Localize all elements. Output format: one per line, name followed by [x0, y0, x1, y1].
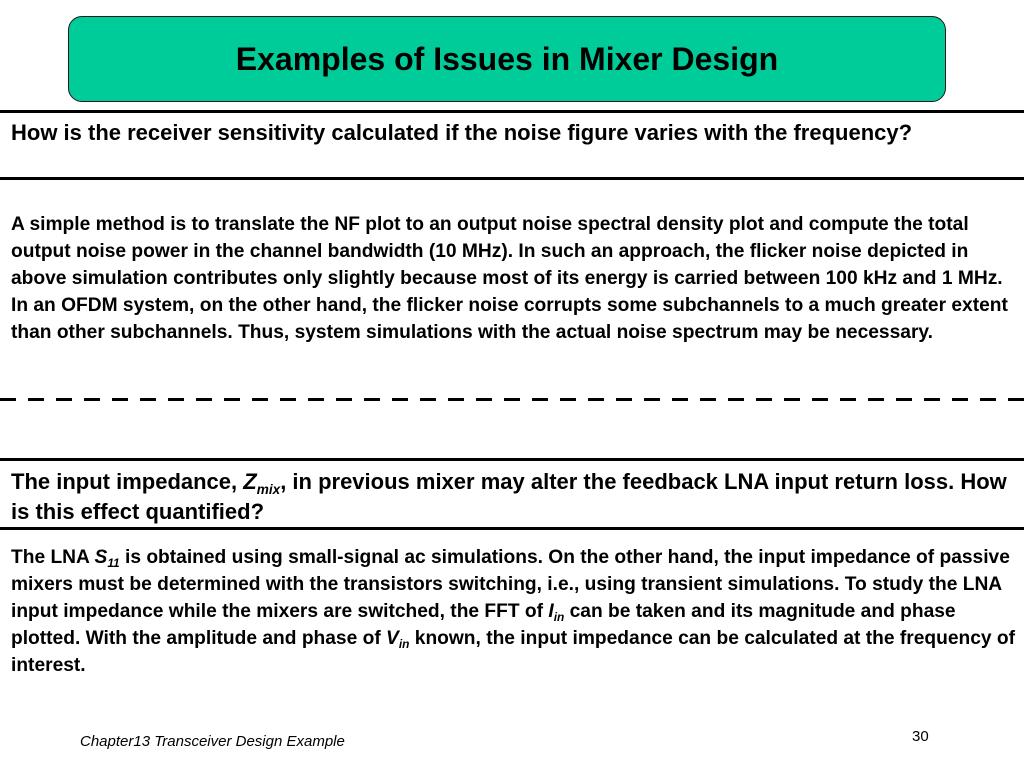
question-2 [11, 467, 1011, 527]
divider-top [0, 110, 1024, 113]
slide-title: Examples of Issues in Mixer Design [235, 40, 779, 77]
page-number: 30 [912, 728, 929, 745]
divider-q1 [0, 177, 1024, 180]
vin-symbol: $V_{in}$ [386, 628, 410, 652]
s11-symbol: $S_{11}$ [94, 547, 120, 571]
question-1: How is the receiver sensitivity calculated if the noise figure varies with the frequency? [11, 120, 913, 145]
question-2-part2: , in previous mixer may alter the feedback LNA input return loss. How is this effect quantified? [11, 469, 1007, 524]
answer-2: The LNA $S_{11}$ is obtained using small-signal ac simulations. On the other hand, the input impedance of passive mixers must be determined with the transistors switching, i.e., using transient simulations. To study the LNA input impedance while the mixers are switched, the FFT of $I_{in}$ can be taken and its magnitude and phase plotted. With the amplitude and phase of $V_{in}$ known, the input impedance can be calculated at the frequency of interest. [11, 547, 1016, 676]
question-2-part1: The input impedance, [11, 469, 244, 494]
divider-q2 [0, 527, 1024, 530]
divider-q2-top [0, 458, 1024, 461]
footer-chapter: Chapter13 Transceiver Design Example [80, 733, 345, 750]
title-box [68, 16, 946, 102]
answer-1: A simple method is to translate the NF plot to an output noise spectral density plot and compute the total output noise power in the channel bandwidth (10 MHz). In such an approach, the flicker noise depicted in above simulation contributes only slightly because most of its energy is carried between 100 kHz and 1 MHz. In an OFDM system, on the other hand, the flicker noise corrupts some subchannels to a much greater extent than other subchannels. Thus, system simulations with the actual noise spectrum may be necessary. [11, 214, 1008, 343]
iin-symbol: $I_{in}$ [548, 601, 565, 625]
z-mix-symbol: $Z_{mix}$ [243, 469, 281, 497]
dashed-separator [0, 398, 1024, 401]
